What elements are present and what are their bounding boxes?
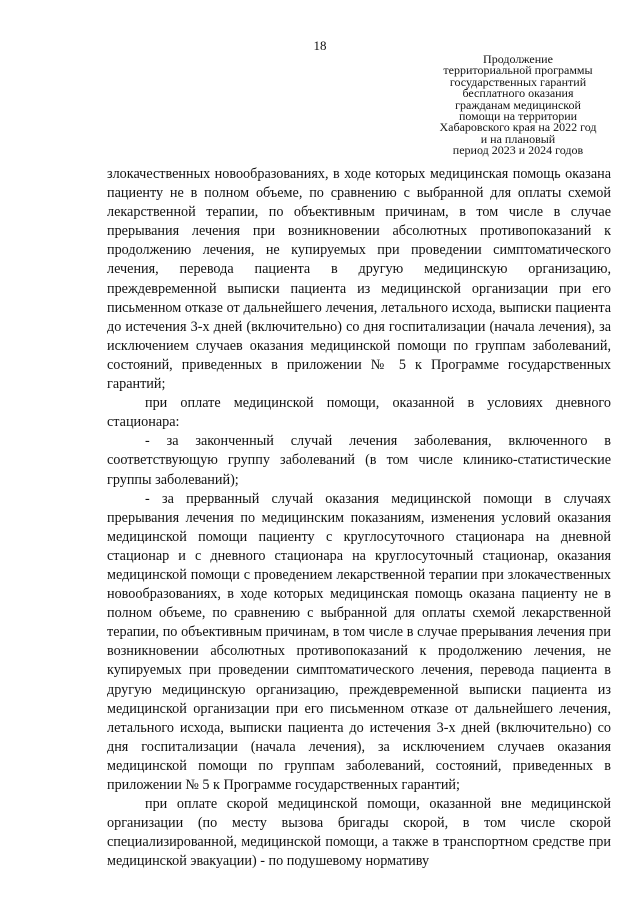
paragraph-interrupted-case: - за прерванный случай оказания медицинской помощи в случаях прерывания лечения по медицинским показаниям, изменения условий оказания медицинской помощи пациенту с круглосуточного стационара на дневной стационар и с дневного стационара на круглосуточный стационар, оказания медицинской помощи с проведением лекарственной терапии при злокачественных новообразованиях, в ходе которых медицинская помощь оказана пациенту не в полном объеме, по сравнению с выбранной для оплаты схемой лекарственной терапии, по объективным причинам, в том числе в случае прерывания лечения при возникновении абсолютных противопоказаний к продолжению лечения, не купируемых при проведении симптоматического лечения, перевода пациента в другую медицинскую организацию, преждевременной выписки пациента из медицинской организации при его письменном отказе от дальнейшего лечения, летального исхода, выписки пациента до истечения 3-х дней (включительно) со дня госпитализации (начала лечения), за исключением случаев оказания медицинской помощи по группам заболеваний, состояний, приведенных в приложении № 5 к Программе государственных гарантий; <box>107 490 611 793</box>
paragraph-completed-case: - за законченный случай лечения заболевания, включенного в соответствующую группу заболеваний (в том числе клинико-статистические группы заболеваний); <box>107 433 611 488</box>
header-note-line: помощи на территории <box>458 109 578 124</box>
page-number: 18 <box>313 38 327 53</box>
header-note-line: Хабаровского края на 2022 год <box>439 120 597 135</box>
header-note-line: бесплатного оказания <box>462 86 574 101</box>
paragraph-continuation: злокачественных новообразованиях, в ходе которых медицинская помощь оказана пациенту не в полном объеме, по сравнению с выбранной для оплаты схемой лекарственной терапии, по объективным причинам, в том числе в случае прерывания лечения при возникновении абсолютных противопоказаний к продолжению лечения, не купируемых при проведении симптоматического лечения, перевода пациента в другую медицинскую организацию, преждевременной выписки пациента из медицинской организации при его письменном отказе от дальнейшего лечения, летального исхода, выписки пациента до истечения 3-х дней (включительно) со дня госпитализации (начала лечения), за исключением случаев оказания медицинской помощи по группам заболеваний, состояний, приведенных в приложении № 5 к Программе государственных гарантий; <box>107 166 611 393</box>
paragraph-day-hospital: при оплате медицинской помощи, оказанной в условиях дневного стационара: <box>107 395 611 431</box>
document-body <box>107 165 611 871</box>
header-note-line: государственных гарантий <box>449 74 587 89</box>
header-note-line: и на плановый <box>480 131 556 146</box>
header-note <box>415 54 621 157</box>
header-note-line: период 2023 и 2024 годов <box>452 143 584 158</box>
paragraph-emergency-care: при оплате скорой медицинской помощи, оказанной вне медицинской организации (по месту вызова бригады скорой, в том числе скорой специализированной, медицинской помощи, а также в транспортном средстве при медицинской эвакуации) - по подушевому нормативу <box>107 796 611 870</box>
header-note-line: территориальной программы <box>443 63 593 78</box>
header-note-line: гражданам медицинской <box>455 97 581 112</box>
header-note-line: Продолжение <box>483 52 553 66</box>
